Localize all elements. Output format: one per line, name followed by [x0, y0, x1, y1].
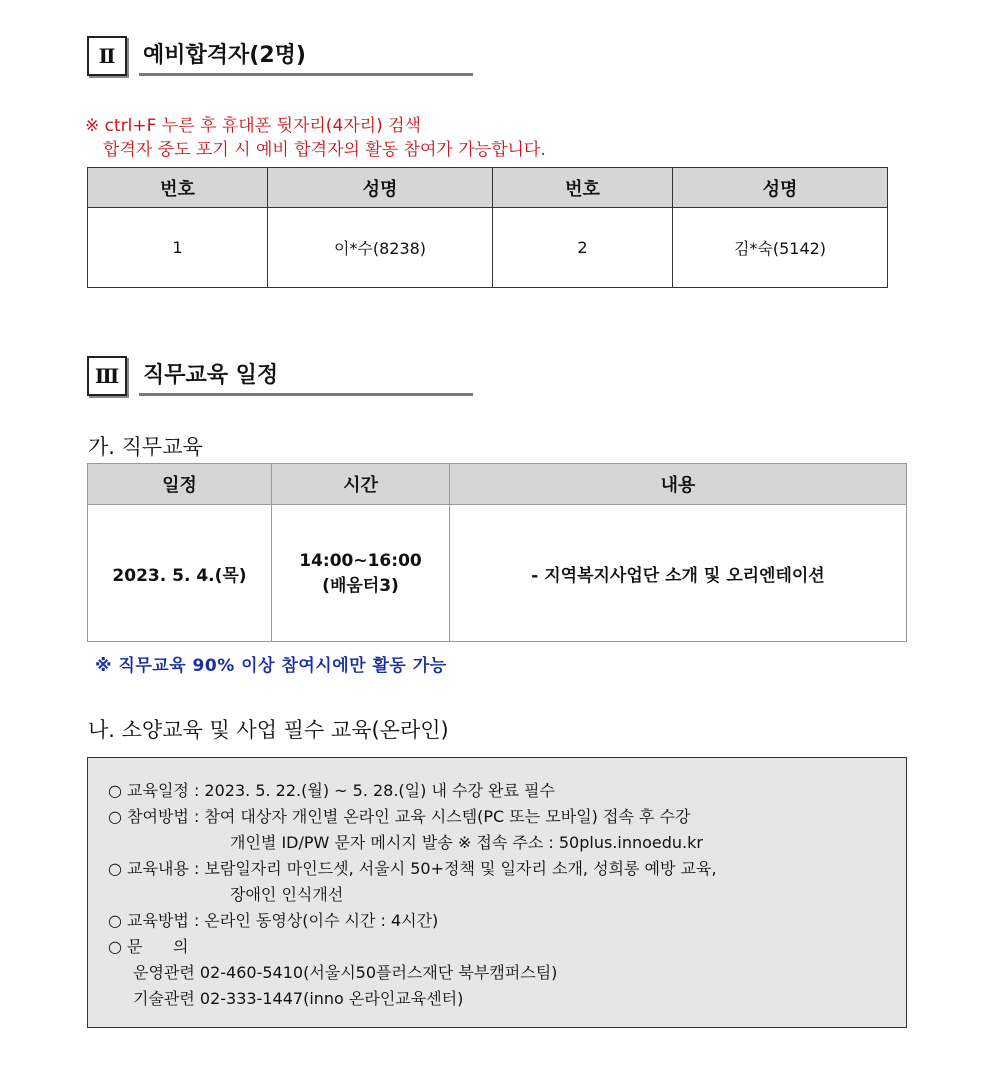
technical-contact: 기술관련 02-333-1447(inno 온라인교육센터)	[133, 989, 464, 1008]
participation-method-line: ○ 참여방법 : 참여 대상자 개인별 온라인 교육 시스템(PC 또는 모바일) 접속 후 수강	[108, 807, 691, 826]
operation-contact: 운영관련 02-460-5410(서울시50플러스재단 북부캠퍼스팀)	[133, 963, 558, 982]
subheading-b: 나. 소양교육 및 사업 필수 교육(온라인)	[88, 718, 449, 742]
section-2-title: 예비합격자(2명)	[139, 38, 473, 76]
header-name-2: 성명	[673, 168, 888, 208]
table-row	[88, 208, 888, 288]
section-2-header	[87, 36, 473, 76]
search-notice-line-1: ※ ctrl+F 누른 후 휴대폰 뒷자리(4자리) 검색	[85, 116, 421, 136]
location: (배움터3)	[322, 575, 399, 596]
header-number-2: 번호	[493, 168, 673, 208]
cell-date: 2023. 5. 4.(목)	[88, 505, 272, 642]
inquiry-line: ○ 문 의	[108, 937, 189, 956]
section-3-header	[87, 356, 473, 396]
search-notice-line-2: 합격자 중도 포기 시 예비 합격자의 활동 참여가 가능합니다.	[103, 140, 546, 160]
participation-method-detail: 개인별 ID/PW 문자 메시지 발송 ※ 접속 주소 : 50plus.innoedu.kr	[230, 833, 703, 852]
roman-numeral-2: Ⅱ	[87, 36, 127, 76]
cell-name: 이*수(8238)	[268, 208, 493, 288]
section-3-title: 직무교육 일정	[139, 358, 473, 396]
schedule-table	[87, 463, 907, 642]
table-row	[88, 505, 907, 642]
online-education-box	[87, 757, 907, 1028]
edu-method-line: ○ 교육방법 : 온라인 동영상(이수 시간 : 4시간)	[108, 911, 439, 930]
cell-number: 1	[88, 208, 268, 288]
search-notice	[85, 114, 546, 162]
roman-numeral-3: Ⅲ	[87, 356, 127, 396]
header-content: 내용	[450, 464, 907, 505]
header-time: 시간	[272, 464, 450, 505]
time-range: 14:00~16:00	[299, 550, 422, 571]
cell-number: 2	[493, 208, 673, 288]
cell-time	[272, 505, 450, 642]
edu-schedule-line: ○ 교육일정 : 2023. 5. 22.(월) ~ 5. 28.(일) 내 수강 완료 필수	[108, 781, 555, 800]
edu-content-detail: 장애인 인식개선	[230, 885, 344, 904]
edu-content-line: ○ 교육내용 : 보람일자리 마인드셋, 서울시 50+정책 및 일자리 소개, 성희롱 예방 교육,	[108, 859, 717, 878]
header-number-1: 번호	[88, 168, 268, 208]
header-date: 일정	[88, 464, 272, 505]
subheading-a: 가. 직무교육	[88, 435, 203, 459]
table-header-row	[88, 168, 888, 208]
header-name-1: 성명	[268, 168, 493, 208]
cell-name: 김*숙(5142)	[673, 208, 888, 288]
table-header-row	[88, 464, 907, 505]
attendance-note: ※ 직무교육 90% 이상 참여시에만 활동 가능	[95, 656, 447, 676]
reserve-table	[87, 167, 888, 288]
cell-content: - 지역복지사업단 소개 및 오리엔테이션	[450, 505, 907, 642]
